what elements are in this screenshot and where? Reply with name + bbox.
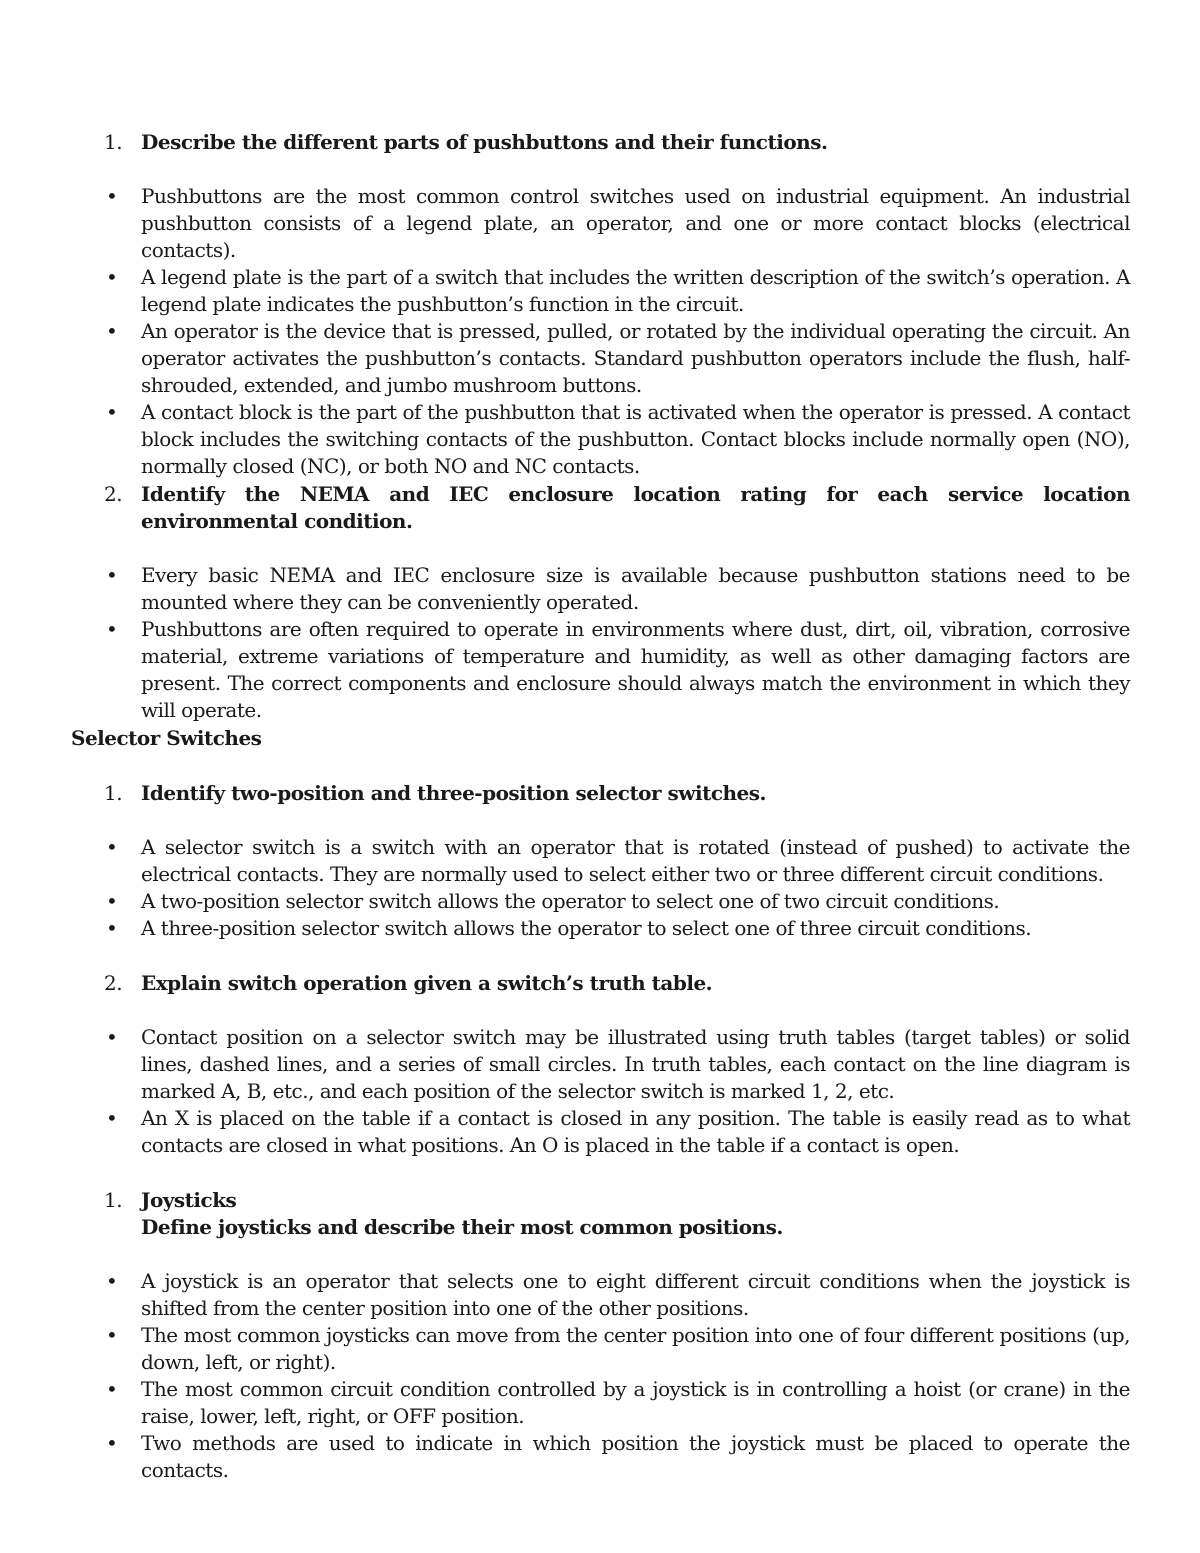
question-title: Explain switch operation given a switch’s truth table. (141, 971, 713, 995)
question-title: Identify two-position and three-position selector switches. (141, 781, 767, 805)
list-item: • A three-position selector switch allows the operator to select one of three circuit conditions. (104, 915, 1130, 942)
question-selector-positions (104, 780, 1130, 807)
question-title-line-1: Joysticks (141, 1188, 237, 1212)
bullet-list-truth-table (104, 1024, 1130, 1159)
bullet-list-joysticks (104, 1268, 1130, 1484)
list-item: • The most common joysticks can move from the center position into one of four different positions (up, down, left, or right). (104, 1322, 1130, 1376)
list-item: • An X is placed on the table if a contact is closed in any position. The table is easily read as to what contacts are closed in what positions. An O is placed in the table if a contact is open. (104, 1105, 1130, 1159)
bullet-list-enclosure-rating (104, 562, 1130, 724)
question-truth-table (104, 970, 1130, 997)
bullet-list-selector-positions (104, 834, 1130, 942)
list-item: • Pushbuttons are often required to operate in environments where dust, dirt, oil, vibration, corrosive material, extreme variations of temperature and humidity, as well as other damaging factors are present. The correct components and enclosure should always match the environment in which they will operate. (104, 616, 1130, 724)
question-title: Describe the different parts of pushbuttons and their functions. (141, 130, 828, 154)
question-pushbutton-parts (104, 129, 1130, 156)
list-item: • Every basic NEMA and IEC enclosure size is available because pushbutton stations need to be mounted where they can be conveniently operated. (104, 562, 1130, 616)
list-item: • Pushbuttons are the most common control switches used on industrial equipment. An industrial pushbutton consists of a legend plate, an operator, and one or more contact blocks (electrical contacts). (104, 183, 1130, 264)
question-enclosure-rating (104, 481, 1130, 535)
question-number: 1. (104, 781, 123, 805)
question-title (141, 1187, 1130, 1241)
bullet-list-pushbutton-parts (104, 183, 1130, 480)
list-item: • A selector switch is a switch with an operator that is rotated (instead of pushed) to activate the electrical contacts. They are normally used to select either two or three different circuit conditions. (104, 834, 1130, 888)
list-item: • A two-position selector switch allows the operator to select one of two circuit conditions. (104, 888, 1130, 915)
list-item: • Two methods are used to indicate in which position the joystick must be placed to operate the contacts. (104, 1430, 1130, 1484)
list-item: • The most common circuit condition controlled by a joystick is in controlling a hoist (or crane) in the raise, lower, left, right, or OFF position. (104, 1376, 1130, 1430)
question-number: 1. (104, 1188, 123, 1212)
question-title-line-2: Define joysticks and describe their most common positions. (141, 1215, 783, 1239)
question-joysticks (104, 1187, 1130, 1241)
list-item: • A legend plate is the part of a switch that includes the written description of the switch’s operation. A legend plate indicates the pushbutton’s function in the circuit. (104, 264, 1130, 318)
list-item: • An operator is the device that is pressed, pulled, or rotated by the individual operating the circuit. An operator activates the pushbutton’s contacts. Standard pushbutton operators include the flush, half-shrouded, extended, and jumbo mushroom buttons. (104, 318, 1130, 399)
list-item: • Contact position on a selector switch may be illustrated using truth tables (target tables) or solid lines, dashed lines, and a series of small circles. In truth tables, each contact on the line diagram is marked A, B, etc., and each position of the selector switch is marked 1, 2, etc. (104, 1024, 1130, 1105)
list-item: • A joystick is an operator that selects one to eight different circuit conditions when the joystick is shifted from the center position into one of the other positions. (104, 1268, 1130, 1322)
question-number: 2. (104, 971, 123, 995)
section-heading-selector-switches: Selector Switches (71, 726, 262, 750)
list-item: • A contact block is the part of the pushbutton that is activated when the operator is pressed. A contact block includes the switching contacts of the pushbutton. Contact blocks include normally open (NO), normally closed (NC), or both NO and NC contacts. (104, 399, 1130, 480)
question-number: 1. (104, 130, 123, 154)
question-title: Identify the NEMA and IEC enclosure location rating for each service location environmental condition. (141, 482, 1130, 533)
question-number: 2. (104, 482, 123, 506)
